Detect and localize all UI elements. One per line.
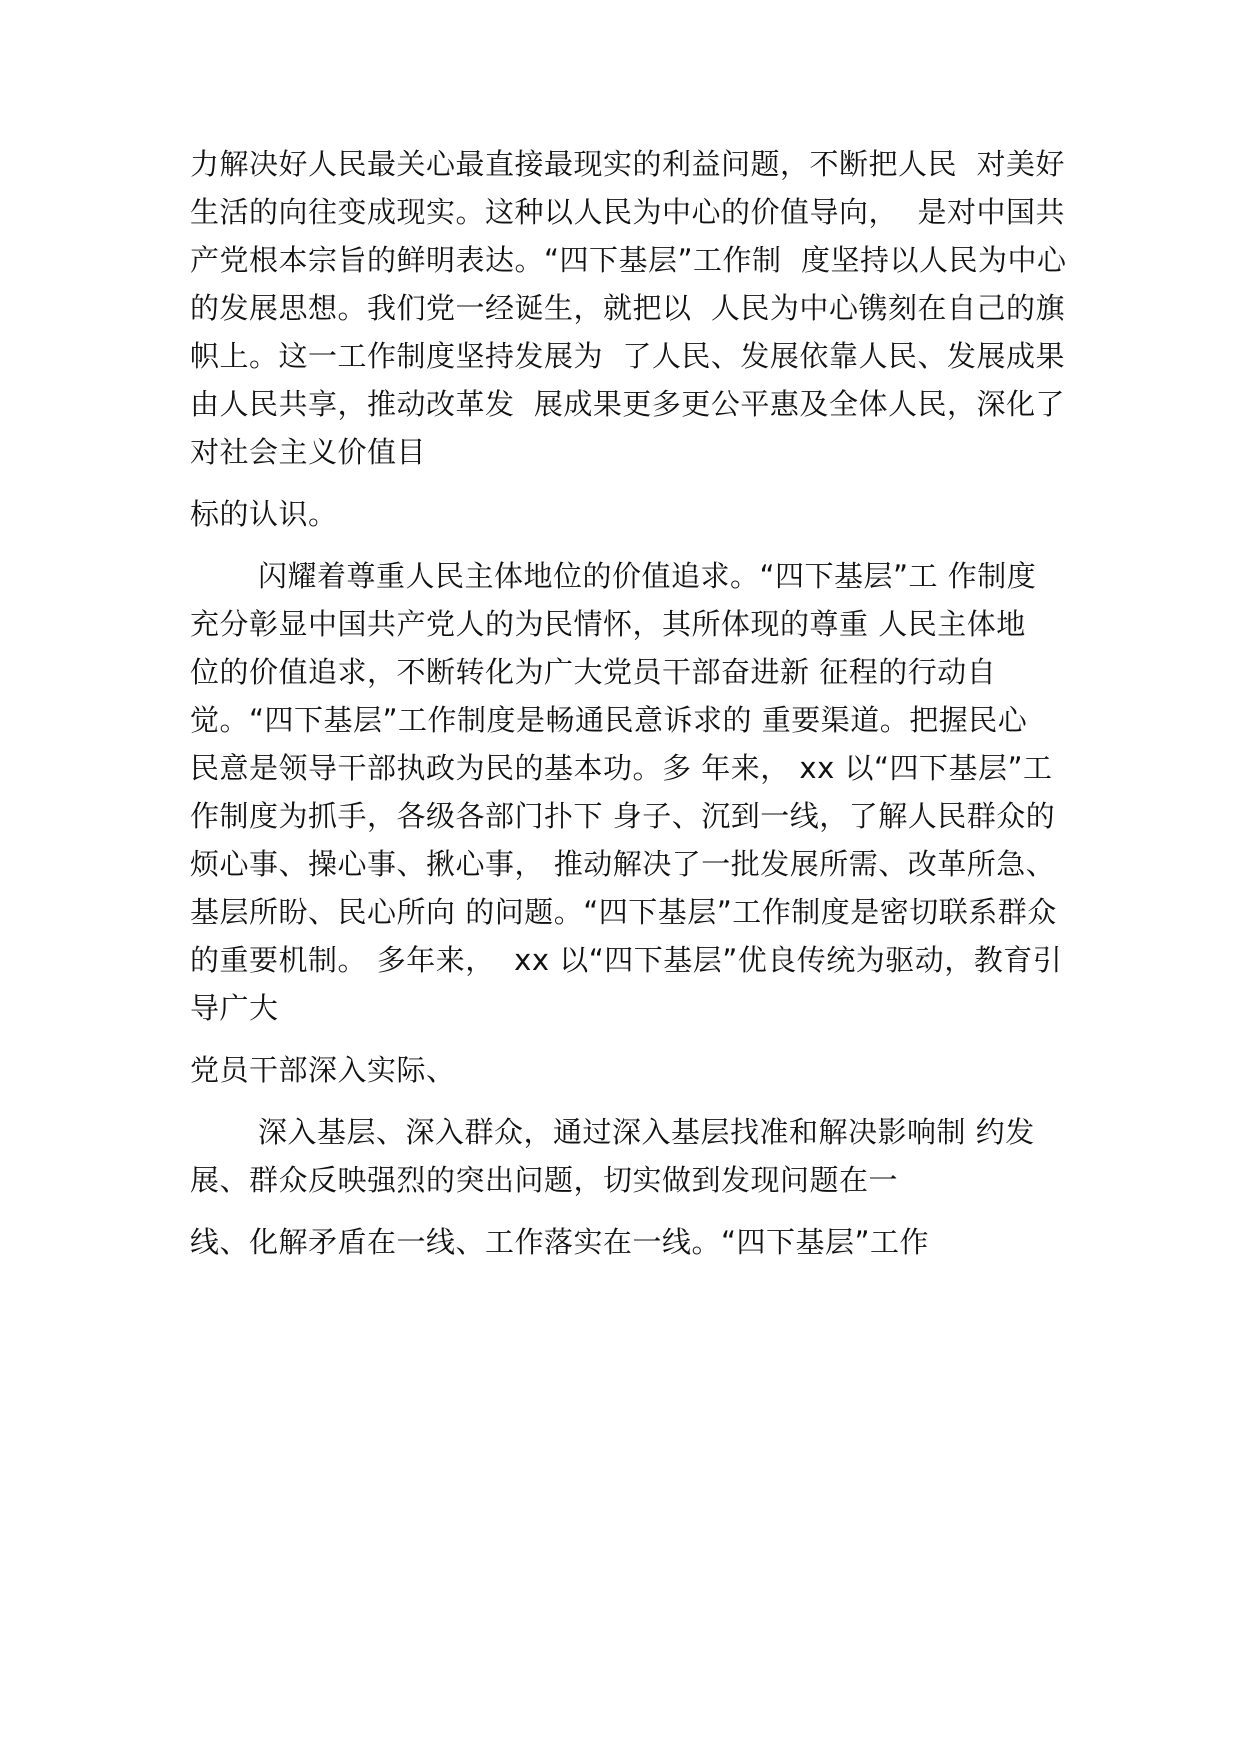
text-line: 基层所盼、民心所向 的问题。“四下基层”工作制度是密切联系群众: [190, 895, 1057, 929]
paragraph-first-line: 闪耀着尊重人民主体地位的价值追求。“四下基层”工 作制度: [258, 559, 1037, 593]
text-line: 觉。“四下基层”工作制度是畅通民意诉求的 重要渠道。把握民心: [190, 703, 1028, 737]
text-line: 产党根本宗旨的鲜明表达。“四下基层”工作制 度坚持以人民为中心: [190, 243, 1067, 277]
text-line: 作制度为抓手，各级各部门扑下 身子、沉到一线，了解人民群众的: [190, 799, 1056, 833]
text-line: 对社会主义价值目: [190, 435, 427, 469]
text-line: 帜上。这一工作制度坚持发展为 了人民、发展依靠人民、发展成果: [190, 339, 1065, 373]
text-line: 生活的向往变成现实。这种以人民为中心的价值导向， 是对中国共: [190, 195, 1065, 229]
text-line: 力解决好人民最关心最直接最现实的利益问题，不断把人民 对美好: [190, 147, 1065, 181]
text-line: 烦心事、操心事、揪心事， 推动解决了一批发展所需、改革所急、: [190, 847, 1056, 881]
text-line: 标的认识。: [190, 497, 338, 531]
text-line: 充分彰显中国共产党人的为民情怀，其所体现的尊重 人民主体地: [190, 607, 1026, 641]
text-line: 民意是领导干部执政为民的基本功。多 年来， xx 以“四下基层”工: [190, 751, 1053, 785]
paragraph-first-line: 深入基层、深入群众，通过深入基层找准和解决影响制 约发: [258, 1115, 1035, 1149]
text-line: 位的价值追求，不断转化为广大党员干部奋进新 征程的行动自: [190, 655, 997, 689]
text-line: 导广大: [190, 991, 279, 1025]
text-line: 的重要机制。 多年来， xx 以“四下基层”优良传统为驱动，教育引: [190, 943, 1063, 977]
text-line: 的发展思想。我们党一经诞生，就把以 人民为中心镌刻在自己的旗: [190, 291, 1065, 325]
text-line: 党员干部深入实际、: [190, 1053, 456, 1087]
text-line: 展、群众反映强烈的突出问题，切实做到发现问题在一: [190, 1163, 899, 1197]
text-line: 线、化解矛盾在一线、工作落实在一线。“四下基层”工作: [190, 1225, 930, 1259]
text-line: 由人民共享，推动改革发 展成果更多更公平惠及全体人民，深化了: [190, 387, 1065, 421]
